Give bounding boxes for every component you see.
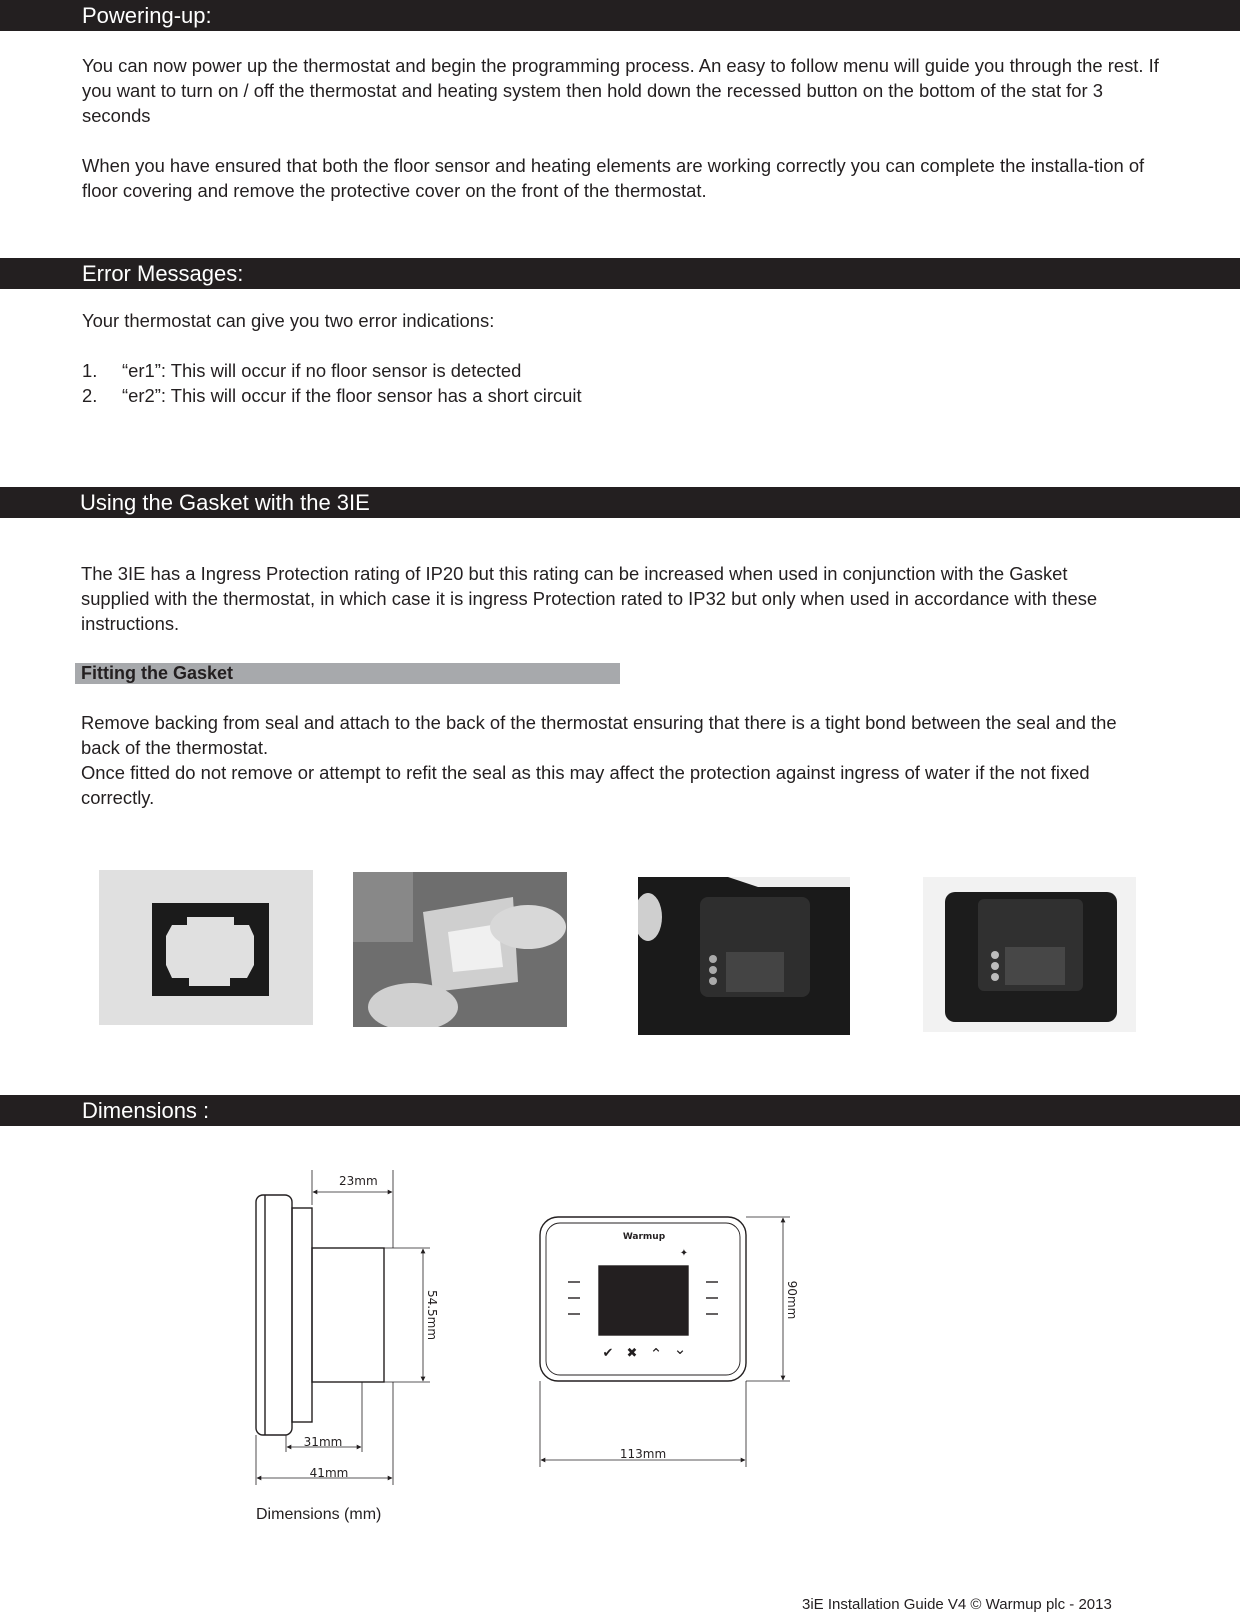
dimension-drawings bbox=[240, 1160, 810, 1495]
list-text: “er2”: This will occur if the floor sensor has a short circuit bbox=[122, 385, 582, 406]
dimension-label-23: 23mm bbox=[339, 1174, 378, 1188]
down-arrow-icon: ⌄ bbox=[673, 1340, 687, 1358]
list-number: 1. bbox=[82, 360, 98, 381]
fitting-hands-photo bbox=[353, 872, 567, 1027]
footer: 3iE Installation Guide V4 © Warmup plc - 2013 bbox=[802, 1596, 1112, 1613]
gasket-photo bbox=[99, 870, 313, 1025]
section-header-errors bbox=[0, 258, 1240, 289]
section-header-dimensions bbox=[0, 1095, 1240, 1126]
dimensions-caption: Dimensions (mm) bbox=[256, 1506, 382, 1523]
errors-intro: Your thermostat can give you two error indications: bbox=[82, 310, 495, 331]
section-title: Using the Gasket with the 3IE bbox=[80, 490, 370, 515]
dimension-label-31: 31mm bbox=[303, 1435, 343, 1449]
cross-icon: ✖ bbox=[626, 1346, 638, 1361]
gasket-paragraph-3: Once fitted do not remove or attempt to refit the seal as this may affect the protection against ingress of water if the not fixed correctly. bbox=[81, 762, 1090, 808]
gasket-paragraph-1: The 3IE has a Ingress Protection rating of IP20 but this rating can be increased when used in conjunction with the Gasket supplied with the thermostat, in which case it is ingress Protection rated to IP32 but only when used in accordance with these instructions. bbox=[81, 563, 1098, 634]
section-title: Error Messages: bbox=[82, 261, 244, 286]
dimension-label-113: 113mm bbox=[619, 1447, 667, 1461]
list-item bbox=[82, 383, 582, 408]
thermostat-back-with-gasket-photo bbox=[638, 877, 850, 1035]
dimension-label-41: 41mm bbox=[309, 1466, 349, 1480]
tick-icon: ✔ bbox=[602, 1346, 614, 1361]
list-item bbox=[82, 358, 582, 383]
dimension-label-54-5: 54.5mm bbox=[425, 1289, 439, 1341]
dimension-label-90: 90mm bbox=[785, 1280, 799, 1320]
error-list bbox=[82, 358, 582, 408]
indicator-icon: ✦ bbox=[679, 1248, 689, 1259]
powering-paragraph-2: When you have ensured that both the floor sensor and heating elements are working correctly you can complete the installa-tion of floor covering and remove the protective cover on the front of the thermostat. bbox=[82, 155, 1145, 201]
up-arrow-icon: ⌃ bbox=[649, 1345, 663, 1363]
list-number: 2. bbox=[82, 385, 98, 406]
section-header-gasket bbox=[0, 487, 1240, 518]
gasket-paragraph-2: Remove backing from seal and attach to the back of the thermostat ensuring that there is a tight bond between the seal and the back of the thermostat. bbox=[81, 712, 1117, 758]
front-view-drawing bbox=[540, 1217, 790, 1467]
section-title: Powering-up: bbox=[82, 3, 212, 28]
brand-label: Warmup bbox=[622, 1232, 666, 1242]
subheading-bar bbox=[75, 663, 620, 684]
subheading: Fitting the Gasket bbox=[81, 663, 234, 683]
thermostat-back-fitted-photo bbox=[923, 877, 1136, 1032]
section-title: Dimensions : bbox=[82, 1098, 210, 1123]
powering-paragraph-1: You can now power up the thermostat and begin the programming process. An easy to follow menu will guide you through the rest. If you want to turn on / off the thermostat and heating system then hold down the recessed button on the bottom of the stat for 3 seconds bbox=[82, 55, 1159, 126]
side-view-drawing bbox=[256, 1170, 430, 1485]
section-header-powering bbox=[0, 0, 1240, 31]
list-text: “er1”: This will occur if no floor sensor is detected bbox=[122, 360, 522, 381]
